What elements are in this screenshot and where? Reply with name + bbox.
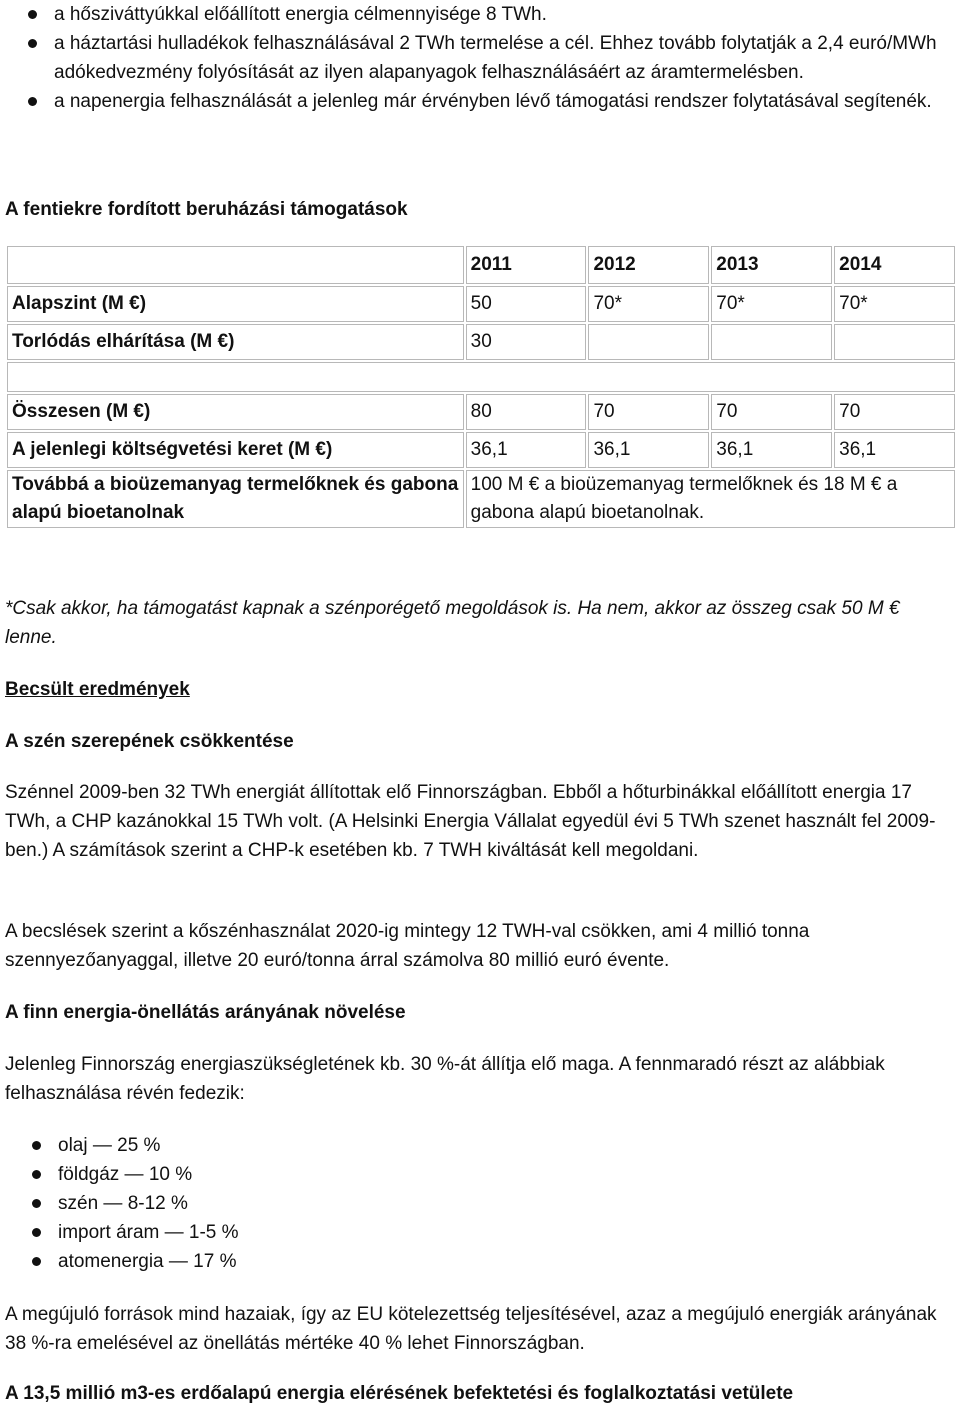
table-cell: 70 — [834, 394, 955, 430]
list-item: a hősziváttyúkkal előállított energia célmennyisége 8 TWh. — [0, 0, 940, 29]
section-heading-szen: A szén szerepének csökkentése — [5, 731, 294, 752]
list-item: a napenergia felhasználását a jelenleg már érvényben lévő támogatási rendszer folytatásával segítenék. — [0, 87, 940, 116]
section-heading-finn: A finn energia-önellátás arányának növelése — [5, 1002, 406, 1023]
table-cell: 36,1 — [711, 432, 832, 468]
year-header: 2012 — [588, 246, 709, 284]
bullet-icon — [32, 1141, 41, 1150]
year-header: 2013 — [711, 246, 832, 284]
row-label: A jelenlegi költségvetési keret (M €) — [7, 432, 464, 468]
sources-bullet-list — [4, 1131, 604, 1276]
target-bullet-list — [0, 0, 940, 116]
invest-heading: A fentiekre fordított beruházási támogatások — [5, 199, 408, 220]
bullet-icon — [28, 97, 37, 106]
section-heading-becsult: Becsült eredmények — [5, 679, 190, 700]
table-cell — [7, 246, 464, 284]
table-cell: 50 — [466, 286, 587, 322]
list-item: a háztartási hulladékok felhasználásával 2 TWh termelése a cél. Ehhez tovább folytatják a 2,4 euró/MWh adókedvezmény folyósítását az ilyen alapanyagok felhasználásáért az áramtermelésben. — [0, 29, 940, 87]
table-cell: 70* — [711, 286, 832, 322]
bullet-icon — [32, 1257, 41, 1266]
table-cell: 30 — [466, 324, 587, 360]
bullet-icon — [28, 39, 37, 48]
year-header: 2014 — [834, 246, 955, 284]
list-item: szén — 8-12 % — [4, 1189, 604, 1218]
table-cell: 70* — [588, 286, 709, 322]
table-cell: 100 M € a bioüzemanyag termelőknek és 18 M € a gabona alapú bioetanolnak. — [466, 470, 955, 528]
row-label: Összesen (M €) — [7, 394, 464, 430]
table-cell: 36,1 — [834, 432, 955, 468]
table-cell: 36,1 — [588, 432, 709, 468]
table-row — [7, 246, 955, 284]
list-item: földgáz — 10 % — [4, 1160, 604, 1189]
table-row — [7, 394, 955, 430]
bullet-icon — [32, 1228, 41, 1237]
paragraph-szen-2: A becslések szerint a kőszénhasználat 2020-ig mintegy 12 TWH-val csökken, ami 4 millió tonna szennyezőanyaggal, illetve 20 euró/tonna árral számolva 80 millió euró évente. — [5, 921, 810, 971]
table-cell: 80 — [466, 394, 587, 430]
table-row — [7, 286, 955, 322]
list-item: import áram — 1-5 % — [4, 1218, 604, 1247]
table-row — [7, 470, 955, 528]
investment-table — [5, 244, 957, 530]
table-cell — [834, 324, 955, 360]
bullet-icon — [32, 1170, 41, 1179]
paragraph-finn: Jelenleg Finnország energiaszükségletének kb. 30 %-át állítja elő maga. A fennmaradó részt az alábbiak felhasználása révén fedezik: — [5, 1054, 885, 1104]
row-label: Alapszint (M €) — [7, 286, 464, 322]
table-cell — [711, 324, 832, 360]
table-cell: 70 — [588, 394, 709, 430]
paragraph-szen-1: Szénnel 2009-ben 32 TWh energiát állítottak elő Finnországban. Ebből a hőturbinákkal előállított energia 17 TWh, a CHP kazánokkal 15 TWh volt. (A Helsinki Energia Vállalat egyedül évi 5 TWh szenet használt fel 2009-ben.) A számítások szerint a CHP-k esetében kb. 7 TWH kiváltását kell megoldani. — [5, 782, 936, 861]
table-row — [7, 324, 955, 360]
footnote: *Csak akkor, ha támogatást kapnak a szénporégető megoldások is. Ha nem, akkor az összeg csak 50 M € lenne. — [5, 598, 900, 648]
list-item: atomenergia — 17 % — [4, 1247, 604, 1276]
bullet-icon — [28, 10, 37, 19]
table-cell — [7, 362, 955, 392]
table-row — [7, 362, 955, 392]
bullet-icon — [32, 1199, 41, 1208]
table-cell — [588, 324, 709, 360]
section-heading-final: A 13,5 millió m3-es erdőalapú energia elérésének befektetési és foglalkoztatási vetülete — [5, 1383, 794, 1404]
row-label: Torlódás elhárítása (M €) — [7, 324, 464, 360]
table-row — [7, 432, 955, 468]
table-cell: 36,1 — [466, 432, 587, 468]
year-header: 2011 — [466, 246, 587, 284]
list-item: olaj — 25 % — [4, 1131, 604, 1160]
paragraph-megujulo: A megújuló források mind hazaiak, így az EU kötelezettség teljesítésével, azaz a megújuló energiák arányának 38 %-ra emelésével az önellátás mértéke 40 % lehet Finnországban. — [5, 1304, 937, 1354]
table-cell: 70* — [834, 286, 955, 322]
table-cell: 70 — [711, 394, 832, 430]
row-label: Továbbá a bioüzemanyag termelőknek és gabona alapú bioetanolnak — [7, 470, 464, 528]
